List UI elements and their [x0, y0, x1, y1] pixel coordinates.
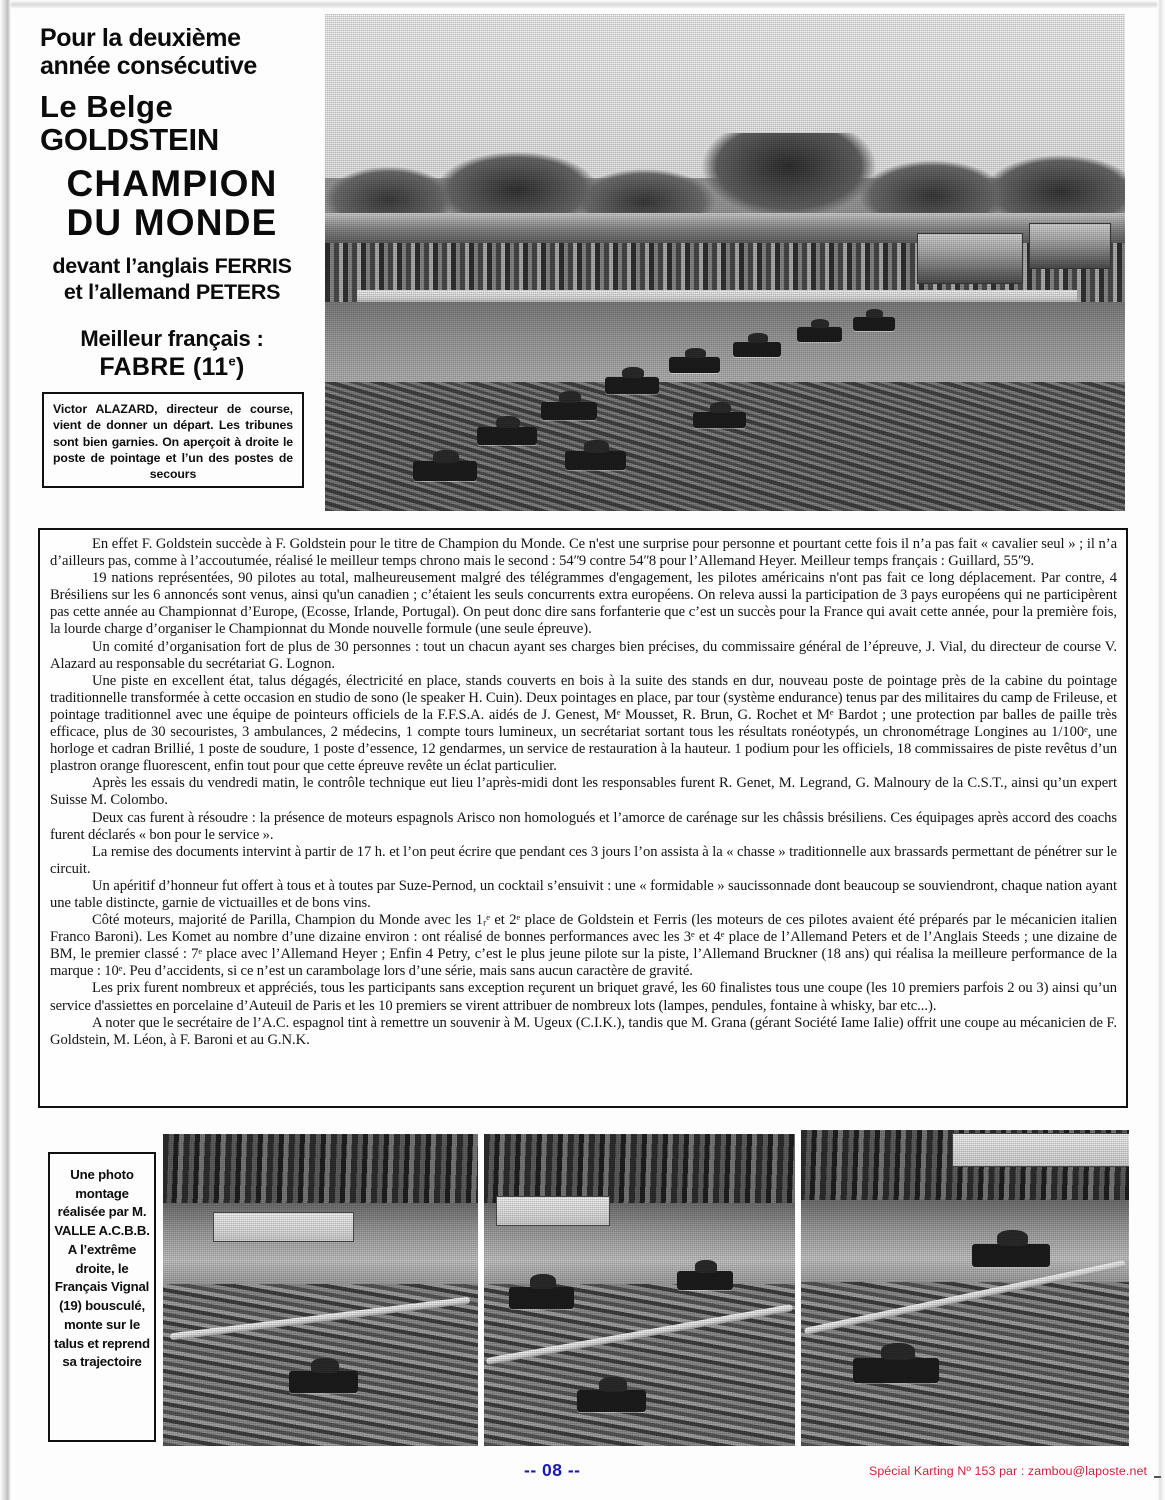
headline-champion: CHAMPION: [66, 162, 278, 204]
headline-fabre-close: ): [236, 352, 245, 381]
article-paragraph: Deux cas furent à résoudre : la présence de moteurs espagnols Arisco non homologués et l’amorce de carénage sur les châssis brésiliens. Ces équipages après accord des coachs furent déclarés « bon pour le service ».: [50, 809, 1117, 843]
photo-kart-vignal: [853, 1358, 938, 1383]
photo-track: [801, 1200, 1129, 1295]
article-text-block: [38, 528, 1128, 1108]
photo-kart: [605, 377, 659, 394]
bottom-photo-right: [801, 1130, 1129, 1446]
article-paragraph: La remise des documents intervint à partir de 17 h. et l’on peut écrire que pendant ces 3 jours l’on assista à la « chasse » traditionnelle aux brassards permettant de pénétrer sur le circuit.: [50, 843, 1117, 877]
photo-service-truck: [917, 233, 1023, 285]
article-paragraph: 19 nations représentées, 90 pilotes au total, malheureusement malgré des télégrammes d'engagement, les pilotes américains n'ont pas fait ce long déplacement. Par contre, 4 Brésiliens sur les 6 annoncés sont venus, ainsi qu'un canadien ; c’étaient les seuls concurrents extra européens. On releva aussi la participation de 3 pays européens qui ne participèrent pas cette année au Championnat d’Europe, (Ecosse, Irlande, Portugal). On peut donc dire sans forfanterie que c’est un succès pour la France qui avait cette année, pour la première fois, la lourde charge d’organiser le Championnat du Monde nouvelle formule (une seule épreuve).: [50, 570, 1117, 638]
photo-pit-building: [952, 1133, 1129, 1167]
headline-belge: Le Belge: [40, 89, 174, 124]
headline-fabre-text: FABRE (11: [99, 352, 229, 381]
photo-kart: [693, 412, 746, 428]
article-paragraph: En effet F. Goldstein succède à F. Goldstein pour le titre de Champion du Monde. Ce n'est une surprise pour personne et pourtant cette fois il n’a pas fait « cavalier seul » ; il n’a d’ailleurs pas, comme à l’accoutumée, réalisé le meilleur temps chrono mais le second : 54ʺ9 contre 54ʺ8 pour l’Allemand Heyer. Meilleur temps français : Guillard, 55ʺ9.: [50, 536, 1117, 570]
photo-grass-bank: [325, 382, 1125, 511]
photo-kart: [413, 461, 477, 481]
photo-trackside-banner: [496, 1196, 610, 1226]
headline-monde: DU MONDE: [66, 201, 278, 243]
bottom-photo-caption: Une photo montage réalisée par M. VALLE A.C.B.B. A l’extrême droite, le Français Vignal (19) bousculé, monte sur le talus et reprend sa trajectoire: [48, 1152, 156, 1442]
article-paragraph: Les prix furent nombreux et appréciés, tous les participants sans exception reçurent un briquet gravé, les 60 finalistes tous une coupe (les 10 premiers parfois 2 ou 3) ainsi qu’un service d'assiettes en porcelaine d’Auteuil de Paris et les 10 premiers se virent attribuer de nombreux lots (lampes, pendules, fontaine à whisky, bar etc...).: [50, 980, 1117, 1014]
photo-kart: [972, 1244, 1051, 1268]
top-photo: [325, 14, 1125, 511]
photo-kart: [853, 317, 895, 330]
photo-kart: [733, 342, 781, 357]
top-photo-caption: Victor ALAZARD, directeur de course, vient de donner un départ. Les tribunes sont bien garnies. On aperçoit à droite le poste de pointage et l’un des postes de secours: [42, 392, 304, 488]
bottom-photo-left: [163, 1134, 478, 1446]
article-paragraph: Après les essais du vendredi matin, le contrôle technique eut lieu l’après-midi dont les responsables furent R. Genet, M. Legrand, G. Malnoury de la C.S.T., ainsi qu’un expert Suisse M. Colombo.: [50, 775, 1117, 809]
scan-edge-top: [0, 0, 1165, 9]
photo-kart: [669, 357, 720, 373]
photo-trackside-banner: [213, 1212, 354, 1242]
page-number: -- 08 --: [524, 1460, 581, 1480]
photo-kart: [541, 402, 597, 420]
scan-edge-right: [1157, 0, 1165, 1500]
scan-edge-left: [0, 0, 11, 1500]
headline-devant-line2: et l’allemand PETERS: [63, 279, 281, 304]
photo-kart: [289, 1371, 358, 1393]
headline-fabre: [30, 353, 314, 382]
headline-subtitle: [30, 253, 314, 305]
article-paragraph: A noter que le secrétaire de l’A.C. espagnol tint à remettre un souvenir à M. Ugeux (C.I.K.), tandis que M. Grana (gérant Société Iame Ialie) offrit une coupe au mécanicien de F. Goldstein, M. Léon, à F. Baroni et au G.N.K.: [50, 1014, 1117, 1048]
headline-block: [30, 24, 314, 381]
article-paragraph: Un apéritif d’honneur fut offert à tous et à toutes par Suze-Pernod, un cocktail s’ensuivit : une « formidable » saucissonnade dont beaucoup se souviendront, chaque nation ayant une table distincte, garnie de victuailles et de bons vins.: [50, 877, 1117, 911]
bottom-photo-center: [484, 1134, 795, 1446]
headline-fabre-ordinal: e: [228, 353, 237, 369]
headline-kicker-line2: année consécutive: [40, 52, 257, 80]
photo-kart: [565, 451, 626, 470]
photo-kart: [677, 1271, 733, 1290]
headline-meilleur-francais: Meilleur français :: [80, 326, 264, 352]
headline-goldstein: GOLDSTEIN: [40, 122, 220, 158]
headline-kicker: [40, 24, 314, 80]
photo-kart: [509, 1287, 574, 1309]
headline-devant-line1: devant l’anglais FERRIS: [52, 253, 292, 278]
photo-timing-hut: [1029, 223, 1111, 270]
headline-kicker-line1: Pour la deuxième: [40, 24, 241, 52]
photo-kart: [477, 427, 537, 446]
publication-credit: Spécial Karting Nº 153 par : zambou@laposte.net: [868, 1464, 1147, 1478]
article-paragraph: Une piste en excellent état, talus dégagés, électricité en place, stands couverts en bois à la suite des stands en dur, nouveau poste de pointage près de la cabine du pointage traditionnelle transformée à cette occasion en studio de sono (le speaker H. Cuin). Deux pointages en place, par tour (système endurance) tenus par des militaires du camp de Frileuse, et pointage traditionnel avec une équipe de pointeurs officiels de la F.F.S.A. aidés de J. Genest, Mᵉ Mousset, R. Brun, G. Rochet et Mᵉ Bardot ; une protection par balles de paille très efficace, plus de 30 secouristes, 3 ambulances, 2 médecins, 1 compte tours lumineux, un secrétariat sortant tous les résultats ronéotypés, un chronométrage Longines au 1/100ᵉ, une horloge et cadran Brillié, 1 poste de soudure, 1 poste d’essence, 12 gendarmes, un service de restauration à la hauteur. 1 podium pour les officiels, 18 commissaires de piste revêtus d’un plastron orange fluorescent, enfin tout pour que cette épreuve revête un éclat particulier.: [50, 672, 1117, 775]
photo-grass-bank: [801, 1282, 1129, 1446]
photo-kart: [577, 1390, 645, 1412]
article-paragraph: Côté moteurs, majorité de Parilla, Champion du Monde avec les 1ᵣᵉ et 2ᵉ place de Goldstein et Ferris (les moteurs de ces pilotes avaient été préparés par le mécanicien italien Franco Baroni). Les Komet au nombre d’une dizaine environ : ont réalisé de bonnes performances avec les 3ᵉ et 4ᵉ place de l’Allemand Peters et de l’Anglais Steeds ; une dizaine de BM, le premier classé : 7ᵉ place avec l’Allemand Heyer ; Enfin 4 Petry, c’est le plus jeune pilote sur la piste, l’Allemand Bruckner (18 ans) qui réalisa la meilleure performance de la marque : 10ᵉ. Peu d’accidents, si ce n’est un carambolage lors d’une série, mais sans aucun caractère de gravité.: [50, 912, 1117, 980]
photo-kart: [797, 327, 842, 341]
article-paragraph: Un comité d’organisation fort de plus de 30 personnes : tout un chacun ayant ses charges bien précises, du commissaire général de l’épreuve, J. Vial, du directeur de course V. Alazard au responsable du secrétariat G. Lognon.: [50, 638, 1117, 672]
scan-tick-mark: [1154, 1476, 1161, 1478]
